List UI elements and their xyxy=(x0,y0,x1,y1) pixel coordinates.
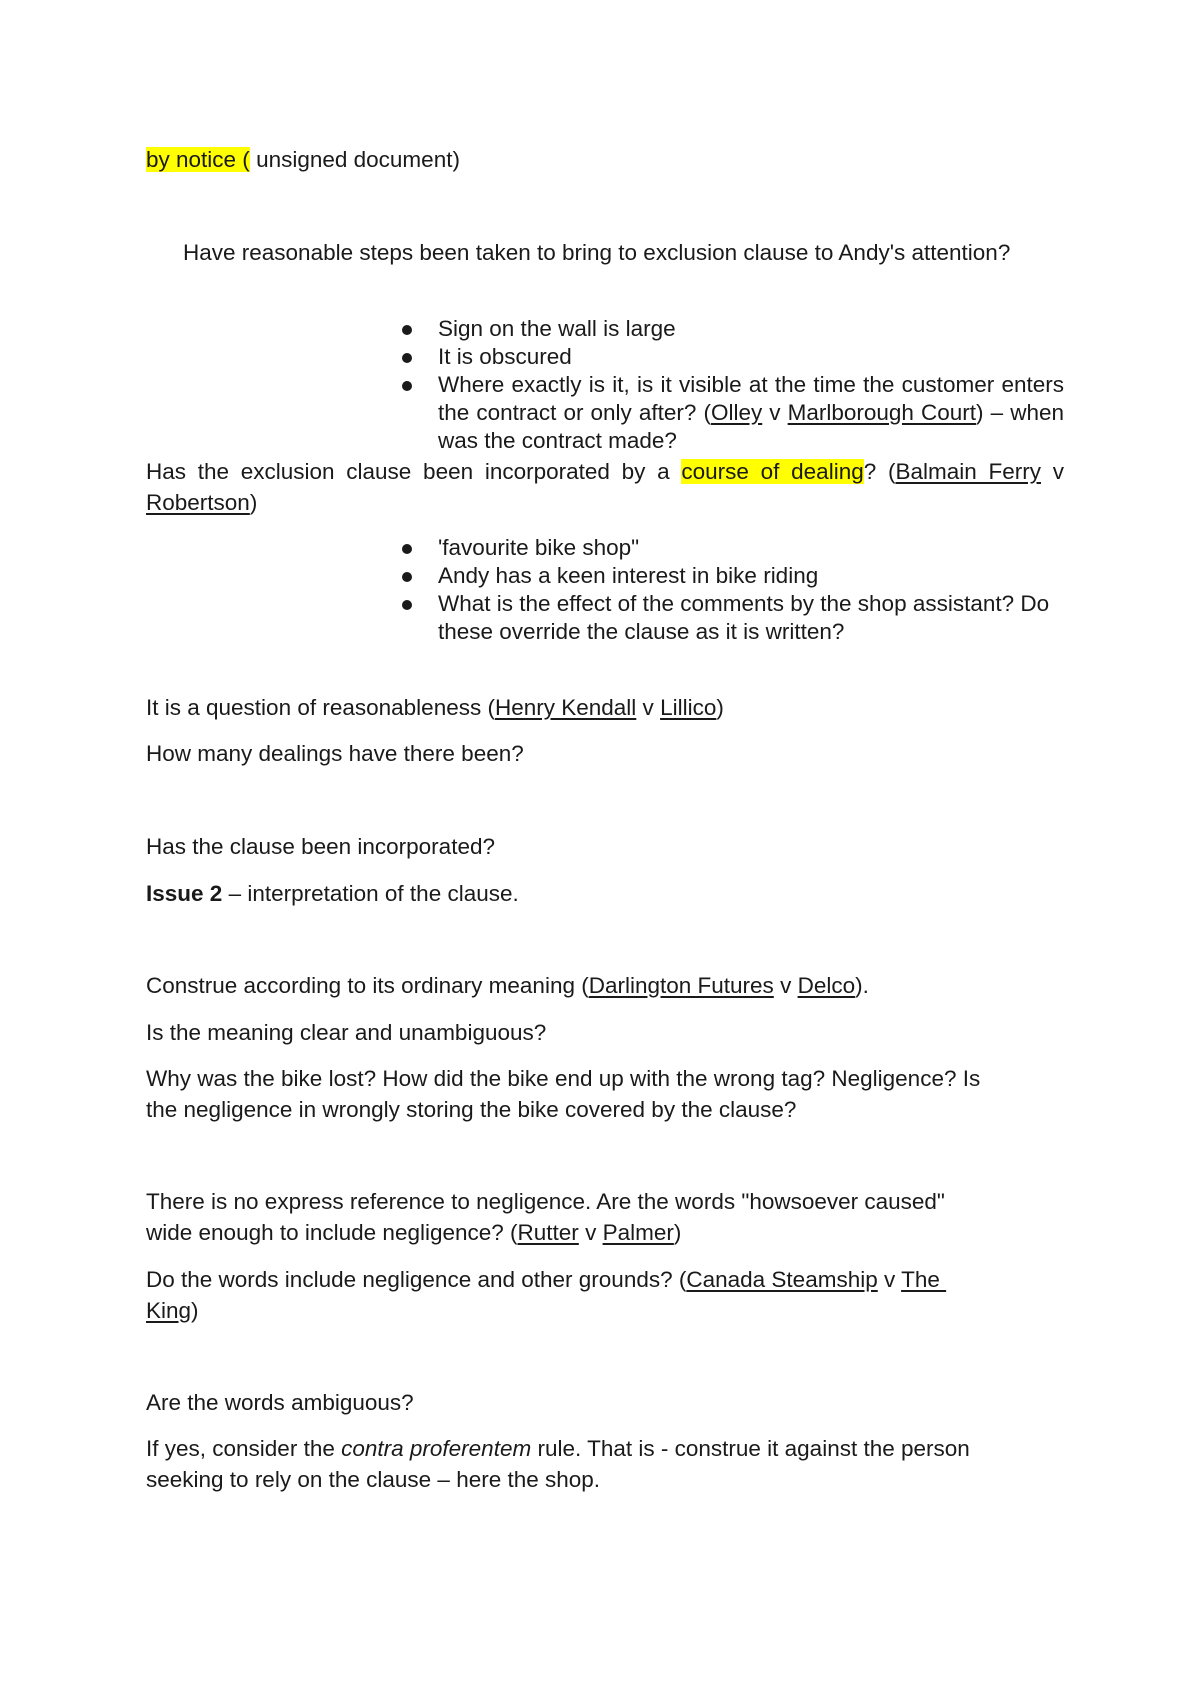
highlight-course-of-dealing: course of dealing xyxy=(681,459,864,484)
reasonableness-line xyxy=(146,692,724,723)
meaning-question: Is the meaning clear and unambiguous? xyxy=(146,1020,547,1045)
list-item: What is the effect of the comments by the shop assistant? Do these override the clause as it is written? xyxy=(438,590,1064,646)
course-of-dealing-question xyxy=(146,456,1064,518)
case-name: Rutter xyxy=(517,1220,579,1245)
other-grounds-line-1 xyxy=(146,1264,946,1295)
versus: v xyxy=(636,695,661,720)
text-span: ) xyxy=(716,695,724,720)
heading-highlight: by notice ( xyxy=(146,147,250,172)
list-item: 'favourite bike shop" xyxy=(438,534,1064,562)
text-span: wide enough to include negligence? ( xyxy=(146,1220,518,1245)
bullet-tail: ) – when was the contract made? xyxy=(438,400,1064,453)
notice-bullet-list xyxy=(438,315,1064,455)
contra-line-2: seeking to rely on the clause – here the shop. xyxy=(146,1467,601,1492)
text-span: ) xyxy=(249,490,258,515)
heading-rest: unsigned document) xyxy=(249,147,460,172)
case-name: Delco xyxy=(797,973,856,998)
list-item: Andy has a keen interest in bike riding xyxy=(438,562,1064,590)
text-span: It is a question of reasonableness ( xyxy=(146,695,495,720)
text-span: ) xyxy=(673,1220,682,1245)
case-name: Robertson xyxy=(146,490,250,515)
reasonable-steps-question: Have reasonable steps been taken to bring to exclusion clause to Andy's attention? xyxy=(183,240,1011,265)
list-item xyxy=(438,371,1064,455)
bullet-text: Where exactly is it, is it visible at the time the customer enters the contract or only after? ( xyxy=(438,372,1064,425)
case-name: Lillico xyxy=(660,695,717,720)
dealings-question: How many dealings have there been? xyxy=(146,741,524,766)
list-item: Sign on the wall is large xyxy=(438,315,1064,343)
no-express-line-2 xyxy=(146,1217,681,1248)
versus: v xyxy=(877,1267,902,1292)
case-name: King xyxy=(146,1298,192,1323)
text-span: Do the words include negligence and other grounds? ( xyxy=(146,1267,687,1292)
issue-label: Issue 2 xyxy=(146,881,223,906)
why-lost-line-2: the negligence in wrongly storing the bike covered by the clause? xyxy=(146,1097,797,1122)
text-span: ? ( xyxy=(863,459,896,484)
case-name: Canada Steamship xyxy=(686,1267,878,1292)
ambiguous-question: Are the words ambiguous? xyxy=(146,1390,414,1415)
contra-line-1 xyxy=(146,1433,970,1464)
case-name: Olley xyxy=(710,400,763,425)
list-item: It is obscured xyxy=(438,343,1064,371)
no-express-line-1: There is no express reference to negligence. Are the words "howsoever caused" xyxy=(146,1189,945,1214)
case-name: Darlington Futures xyxy=(588,973,774,998)
text-span: rule. That is - construe it against the person xyxy=(531,1436,970,1461)
text-span: ). xyxy=(855,973,869,998)
case-name: Balmain Ferry xyxy=(895,459,1041,484)
versus: v xyxy=(1040,459,1064,484)
versus: v xyxy=(578,1220,603,1245)
case-name: Palmer xyxy=(602,1220,674,1245)
construe-line xyxy=(146,970,869,1001)
dealing-bullet-list xyxy=(438,534,1064,646)
text-span: ) xyxy=(191,1298,199,1323)
text-span: Has the exclusion clause been incorporated by a xyxy=(146,459,682,484)
why-lost-line-1: Why was the bike lost? How did the bike end up with the wrong tag? Negligence? Is xyxy=(146,1066,981,1091)
section-heading xyxy=(146,144,460,175)
versus: v xyxy=(773,973,798,998)
text-span: Construe according to its ordinary meaning ( xyxy=(146,973,589,998)
other-grounds-line-2 xyxy=(146,1295,199,1326)
case-name: The xyxy=(901,1267,947,1292)
incorporated-question: Has the clause been incorporated? xyxy=(146,834,495,859)
versus: v xyxy=(762,400,788,425)
text-span: – interpretation of the clause. xyxy=(222,881,519,906)
case-name: Marlborough Court xyxy=(787,400,977,425)
text-span: If yes, consider the xyxy=(146,1436,342,1461)
case-name: Henry Kendall xyxy=(494,695,637,720)
latin-term: contra proferentem xyxy=(341,1436,532,1461)
issue-2-heading xyxy=(146,878,519,909)
